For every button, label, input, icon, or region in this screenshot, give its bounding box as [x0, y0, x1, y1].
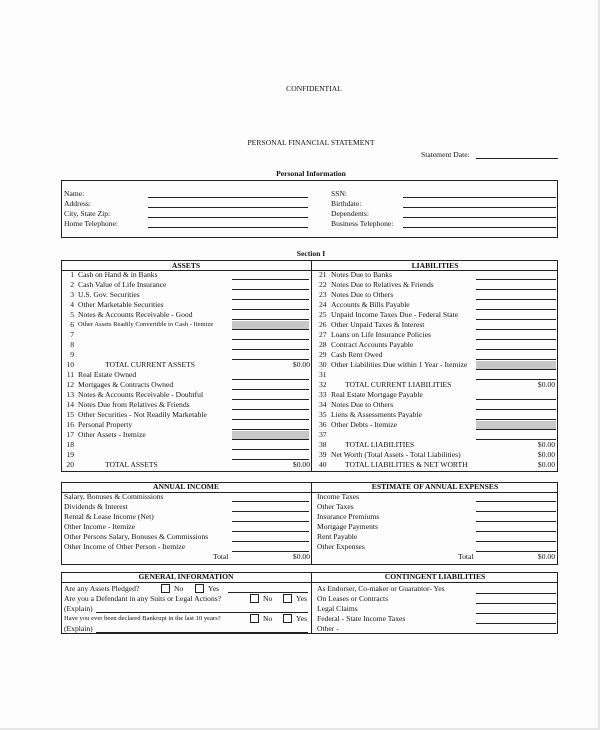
expense-row-label: Other Expenses: [317, 542, 365, 551]
asset-row-number: 14: [66, 400, 74, 409]
assets-pledged-yes-checkbox[interactable]: [195, 584, 204, 593]
annual-income-heading: ANNUAL INCOME: [152, 482, 220, 491]
liability-row-label: Other Liabilities Due within 1 Year - Itemize: [331, 360, 468, 369]
asset-row-number: 16: [66, 420, 74, 429]
asset-row-number: 5: [70, 310, 74, 319]
asset-row-field[interactable]: [232, 319, 309, 320]
statement-date-label: Statement Date:: [421, 150, 470, 159]
personal-info-label: Home Telephone:: [64, 219, 118, 228]
asset-row-field[interactable]: [232, 339, 309, 340]
asset-row-field[interactable]: [232, 409, 309, 410]
expense-total-label: Total: [458, 552, 474, 561]
liability-row-field[interactable]: [476, 419, 556, 420]
assets-pledged-field[interactable]: [228, 592, 308, 593]
contingent-row-label: As Endorser, Co-maker or Guarantor- Yes: [317, 584, 445, 593]
defendant-question: Are you a Defendant in any Suits or Legal Actions?: [64, 594, 222, 603]
defendant-no-label: No: [263, 594, 273, 603]
bankrupt-yes-checkbox[interactable]: [283, 614, 292, 623]
bankrupt-yes-label: Yes: [296, 614, 308, 623]
defendant-explain-field[interactable]: [96, 612, 308, 613]
liability-row-number: 32: [319, 380, 327, 389]
asset-row-field[interactable]: [232, 439, 309, 440]
liability-row-value: $0.00: [537, 380, 555, 389]
general-info-heading: GENERAL INFORMATION: [138, 572, 234, 581]
contingent-row-field[interactable]: [476, 633, 556, 634]
defendant-yes-checkbox[interactable]: [283, 594, 292, 603]
liability-row-label: Notes Due to Others: [331, 400, 394, 409]
liability-row-label: Cash Rent Owed: [331, 350, 383, 359]
liability-row-field[interactable]: [476, 399, 556, 400]
expense-row-label: Mortgage Payments: [317, 522, 378, 531]
liability-row-field[interactable]: [476, 319, 556, 320]
liability-row-field[interactable]: [476, 299, 556, 300]
asset-row-field[interactable]: [232, 309, 309, 310]
assets-heading: ASSETS: [171, 261, 201, 270]
expense-row-field[interactable]: [476, 511, 556, 512]
asset-row-field[interactable]: [232, 389, 309, 390]
personal-info-field[interactable]: [403, 217, 556, 218]
asset-row-label: TOTAL ASSETS: [105, 460, 158, 469]
liability-row-label: Other Debts - Itemize: [331, 420, 397, 429]
asset-row-value: $0.00: [292, 360, 310, 369]
section-1-heading: Section I: [296, 249, 326, 258]
personal-info-field[interactable]: [403, 207, 556, 208]
liability-row-number: 35: [319, 410, 327, 419]
liability-row-number: 30: [319, 360, 327, 369]
personal-info-label: Business Telephone:: [331, 219, 394, 228]
income-total-value: $0.00: [292, 552, 310, 561]
expense-row-label: Other Taxes: [317, 502, 354, 511]
assets-pledged-yes-label: Yes: [208, 584, 220, 593]
asset-row-number: 4: [70, 300, 74, 309]
contingent-row-label: Federal - State Income Taxes: [317, 614, 406, 623]
income-row-field[interactable]: [232, 521, 309, 522]
bankrupt-explain-field[interactable]: [96, 632, 308, 633]
assets-pledged-no-label: No: [174, 584, 184, 593]
liability-row-label: TOTAL CURRENT LIABILITIES: [345, 380, 452, 389]
liability-row-value: $0.00: [537, 460, 555, 469]
liability-row-field[interactable]: [476, 349, 556, 350]
liability-row-number: 38: [319, 440, 327, 449]
asset-row-number: 15: [66, 410, 74, 419]
liability-row-field[interactable]: [476, 429, 556, 430]
asset-row-number: 13: [66, 390, 74, 399]
asset-row-field[interactable]: [232, 419, 309, 420]
income-row-field[interactable]: [232, 501, 309, 502]
income-row-label: Other Income - Itemize: [64, 522, 136, 531]
expense-total-value: $0.00: [537, 552, 555, 561]
section-1-divider: [311, 260, 312, 472]
asset-row-label: Notes & Accounts Receivable - Good: [78, 310, 193, 319]
statement-date-field[interactable]: [476, 158, 558, 159]
asset-row-label: Personal Property: [78, 420, 133, 429]
asset-row-number: 19: [66, 450, 74, 459]
contingent-row-field[interactable]: [476, 623, 556, 624]
defendant-no-checkbox[interactable]: [250, 594, 259, 603]
liability-row-number: 39: [319, 450, 327, 459]
liability-row-number: 34: [319, 400, 327, 409]
liability-row-number: 23: [319, 290, 327, 299]
personal-info-label: Dependents:: [331, 209, 369, 218]
bankrupt-no-checkbox[interactable]: [250, 614, 259, 623]
liability-row-number: 31: [319, 370, 327, 379]
liability-row-value: $0.00: [537, 440, 555, 449]
asset-row-number: 20: [66, 460, 74, 469]
liability-row-field[interactable]: [476, 369, 556, 370]
personal-info-field[interactable]: [148, 227, 308, 228]
confidential-label: CONFIDENTIAL: [286, 84, 342, 93]
asset-row-number: 10: [66, 360, 74, 369]
assets-pledged-question: Are any Assets Pledged?: [64, 584, 140, 593]
asset-row-number: 9: [70, 350, 74, 359]
asset-row-label: Other Assets Readily Convertible to Cash - Itemize: [78, 321, 214, 328]
asset-row-field[interactable]: [232, 289, 309, 290]
personal-info-field[interactable]: [148, 207, 308, 208]
general-contingent-header-rule: [61, 582, 558, 583]
expense-row-field[interactable]: [476, 541, 556, 542]
liability-row-label: Notes Due to Relatives & Friends: [331, 280, 434, 289]
bankrupt-explain-label: (Explain): [64, 624, 93, 633]
asset-row-label: Cash on Hand & in Banks: [78, 270, 158, 279]
liability-row-number: 22: [319, 280, 327, 289]
asset-row-number: 1: [70, 270, 74, 279]
liability-row-label: Unpaid Income Taxes Due - Federal State: [331, 310, 459, 319]
liability-row-field[interactable]: [476, 279, 556, 280]
asset-row-field[interactable]: [232, 349, 309, 350]
liability-row-label: Notes Due to Banks: [331, 270, 392, 279]
asset-row-number: 6: [70, 320, 74, 329]
assets-pledged-no-checkbox[interactable]: [161, 584, 170, 593]
asset-row-number: 11: [66, 370, 74, 379]
liability-row-label: Real Estate Mortgage Payable: [331, 390, 423, 399]
liability-row-label: Accounts & Bills Payable: [331, 300, 410, 309]
liability-row-field[interactable]: [476, 309, 556, 310]
asset-row-label: TOTAL CURRENT ASSETS: [105, 360, 195, 369]
contingent-row-label: Other -: [317, 624, 339, 633]
expense-row-field[interactable]: [476, 521, 556, 522]
income-row-label: Salary, Bonuses & Commissions: [64, 492, 164, 501]
asset-row-label: U.S. Gov. Securities: [78, 290, 140, 299]
liability-row-number: 26: [319, 320, 327, 329]
asset-row-label: Other Assets - Itemize: [78, 430, 146, 439]
annual-expenses-heading: ESTIMATE OF ANNUAL EXPENSES: [371, 482, 499, 491]
asset-row-number: 17: [66, 430, 74, 439]
liability-row-number: 40: [319, 460, 327, 469]
personal-info-field[interactable]: [403, 227, 556, 228]
defendant-yes-label: Yes: [296, 594, 308, 603]
personal-info-box: [61, 180, 558, 238]
income-row-label: Dividends & Interest: [64, 502, 128, 511]
asset-row-field[interactable]: [232, 399, 309, 400]
liability-row-label: Other Unpaid Taxes & Interest: [331, 320, 425, 329]
liability-row-field[interactable]: [476, 409, 556, 410]
income-total-label: Total: [213, 552, 229, 561]
liability-row-label: TOTAL LIABILITIES: [345, 440, 415, 449]
income-row-field[interactable]: [232, 511, 309, 512]
liability-row-field[interactable]: [476, 359, 556, 360]
expense-row-field[interactable]: [476, 501, 556, 502]
contingent-liabilities-heading: CONTINGENT LIABILITIES: [384, 572, 486, 581]
income-row-label: Other Income of Other Person - Itemize: [64, 542, 186, 551]
expense-row-field[interactable]: [476, 531, 556, 532]
liability-row-label: Loans on Life Insurance Policies: [331, 330, 431, 339]
liability-row-number: 25: [319, 310, 327, 319]
personal-info-label: City, State Zip:: [64, 209, 111, 218]
asset-row-value: $0.00: [292, 460, 310, 469]
expense-row-label: Rent Payable: [317, 532, 358, 541]
asset-row-field[interactable]: [232, 279, 309, 280]
personal-info-field[interactable]: [403, 197, 556, 198]
contingent-row-field[interactable]: [476, 593, 556, 594]
liability-row-label: Net Worth (Total Assets - Total Liabilities): [331, 450, 461, 459]
liability-row-number: 37: [319, 430, 327, 439]
liability-row-number: 21: [319, 270, 327, 279]
asset-row-label: Real Estate Owned: [78, 370, 137, 379]
personal-info-label: Name:: [64, 189, 85, 198]
liability-row-number: 33: [319, 390, 327, 399]
expense-row-label: Insurance Premiums: [317, 512, 380, 521]
asset-row-field[interactable]: [232, 429, 309, 430]
liability-row-field[interactable]: [476, 339, 556, 340]
asset-row-number: 18: [66, 440, 74, 449]
asset-row-label: Notes Due from Relatives & Friends: [78, 400, 190, 409]
income-row-label: Other Persons Salary, Bonuses & Commissions: [64, 532, 209, 541]
liability-row-field[interactable]: [476, 329, 556, 330]
asset-row-label: Mortgages & Contracts Owned: [78, 380, 174, 389]
page-title: PERSONAL FINANCIAL STATEMENT: [247, 138, 375, 147]
liability-row-value: $0.00: [537, 450, 555, 459]
personal-info-heading: Personal Information: [276, 169, 346, 178]
contingent-row-label: On Leases or Contracts: [317, 594, 389, 603]
asset-row-number: 3: [70, 290, 74, 299]
income-expense-divider: [311, 482, 312, 565]
liability-row-number: 24: [319, 300, 327, 309]
bankrupt-question: Have you ever been declared Bankrupt in the last 10 years?: [64, 615, 221, 622]
income-row-field[interactable]: [232, 541, 309, 542]
asset-row-field[interactable]: [232, 449, 309, 450]
personal-info-field[interactable]: [148, 217, 308, 218]
asset-row-label: Other Securities - Not Readily Marketable: [78, 410, 207, 419]
asset-row-number: 7: [70, 330, 74, 339]
asset-row-label: Cash Value of Life Insurance: [78, 280, 167, 289]
contingent-row-field[interactable]: [476, 613, 556, 614]
liability-row-label: Liens & Assessments Payable: [331, 410, 422, 419]
asset-row-field[interactable]: [232, 299, 309, 300]
personal-info-label: Address:: [64, 199, 91, 208]
personal-info-label: SSN:: [331, 189, 348, 198]
income-row-label: Rental & Lease Income (Net): [64, 512, 154, 521]
liability-row-number: 29: [319, 350, 327, 359]
liability-row-label: TOTAL LIABILITIES & NET WORTH: [345, 460, 468, 469]
contingent-row-field[interactable]: [476, 603, 556, 604]
asset-row-number: 2: [70, 280, 74, 289]
asset-row-number: 8: [70, 340, 74, 349]
asset-row-field[interactable]: [232, 329, 309, 330]
liability-row-label: Contract Accounts Payable: [331, 340, 414, 349]
personal-info-label: Birthdate:: [331, 199, 362, 208]
liability-row-number: 27: [319, 330, 327, 339]
asset-row-field[interactable]: [232, 379, 309, 380]
contingent-row-label: Legal Claims: [317, 604, 358, 613]
liability-row-number: 36: [319, 420, 327, 429]
asset-row-label: Other Marketable Securities: [78, 300, 164, 309]
liability-row-number: 28: [319, 340, 327, 349]
bankrupt-no-label: No: [263, 614, 273, 623]
liability-row-field[interactable]: [476, 289, 556, 290]
liability-row-label: Notes Due to Others: [331, 290, 394, 299]
defendant-explain-label: (Explain): [64, 604, 93, 613]
income-row-field[interactable]: [232, 531, 309, 532]
asset-row-label: Notes & Accounts Receivable - Doubtful: [78, 390, 204, 399]
personal-info-field[interactable]: [148, 197, 308, 198]
liabilities-heading: LIABILITIES: [411, 261, 459, 270]
expense-row-label: Income Taxes: [317, 492, 360, 501]
asset-row-number: 12: [66, 380, 74, 389]
